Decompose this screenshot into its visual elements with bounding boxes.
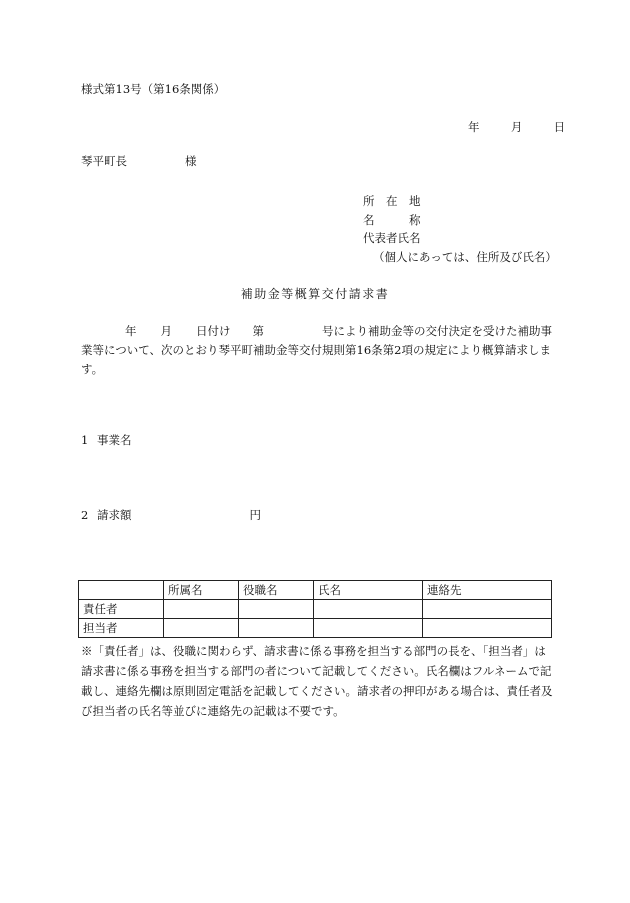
body-month: 月 — [160, 324, 172, 338]
item2-number: 2 — [81, 508, 89, 522]
body-day-dated: 日付け — [196, 324, 231, 338]
row-label-staff: 担当者 — [79, 619, 164, 638]
body-dai: 第 — [252, 324, 264, 338]
contact-table — [78, 580, 552, 638]
body-text: 号により補助金等の交付決定を受けた補助事業等について、次のとおり琴平町補助金等交付規則第16条第2項の規定により概算請求します。 — [81, 324, 552, 376]
date-year: 年 — [468, 120, 480, 134]
date-line — [468, 122, 565, 134]
table-header-name: 氏名 — [314, 581, 423, 600]
body-year: 年 — [125, 324, 137, 338]
representative-label: 代表者氏名 — [363, 231, 421, 245]
table-row — [79, 600, 552, 619]
applicant-block — [363, 196, 557, 270]
addressee — [81, 156, 197, 168]
date-month: 月 — [510, 120, 523, 134]
staff-position-cell[interactable] — [239, 619, 314, 638]
footnote: ※「責任者」は、役職に関わらず、請求書に係る事務を担当する部門の長を、「担当者」は請求書に係る事務を担当する部門の者について記載してください。氏名欄はフルネームで記載し、連絡先欄は原則固定電話を記載してください。請求者の押印がある場合は、責任者及び担当者の氏名等並びに連絡先の記載は不要です。 — [81, 644, 553, 718]
row-label-responsible: 責任者 — [79, 600, 164, 619]
table-header-corner — [79, 581, 164, 600]
document-title: 補助金等概算交付請求書 — [240, 287, 390, 301]
table-header-position: 役職名 — [239, 581, 314, 600]
responsible-name-cell[interactable] — [314, 600, 423, 619]
yen-unit: 円 — [249, 508, 261, 522]
responsible-position-cell[interactable] — [239, 600, 314, 619]
table-header-row — [79, 581, 552, 600]
individual-note: （個人にあっては、住所及び氏名） — [373, 249, 557, 264]
date-day: 日 — [553, 120, 566, 134]
addressee-name: 琴平町長 — [81, 154, 127, 168]
item1-number: 1 — [81, 433, 89, 447]
name-label: 名 称 — [363, 212, 421, 227]
addressee-honorific: 様 — [185, 154, 197, 168]
staff-department-cell[interactable] — [164, 619, 239, 638]
body-paragraph — [81, 322, 556, 379]
item1-label: 事業名 — [97, 433, 132, 447]
item-project-name — [81, 435, 132, 447]
staff-contact-cell[interactable] — [423, 619, 552, 638]
form-number: 様式第13号（第16条関係） — [81, 82, 226, 96]
responsible-department-cell[interactable] — [164, 600, 239, 619]
address-label: 所 在 地 — [363, 194, 421, 208]
table-header-department: 所属名 — [164, 581, 239, 600]
table-row — [79, 619, 552, 638]
table-header-contact: 連絡先 — [423, 581, 552, 600]
item-request-amount — [81, 510, 261, 522]
item2-label: 請求額 — [97, 508, 132, 522]
staff-name-cell[interactable] — [314, 619, 423, 638]
responsible-contact-cell[interactable] — [423, 600, 552, 619]
